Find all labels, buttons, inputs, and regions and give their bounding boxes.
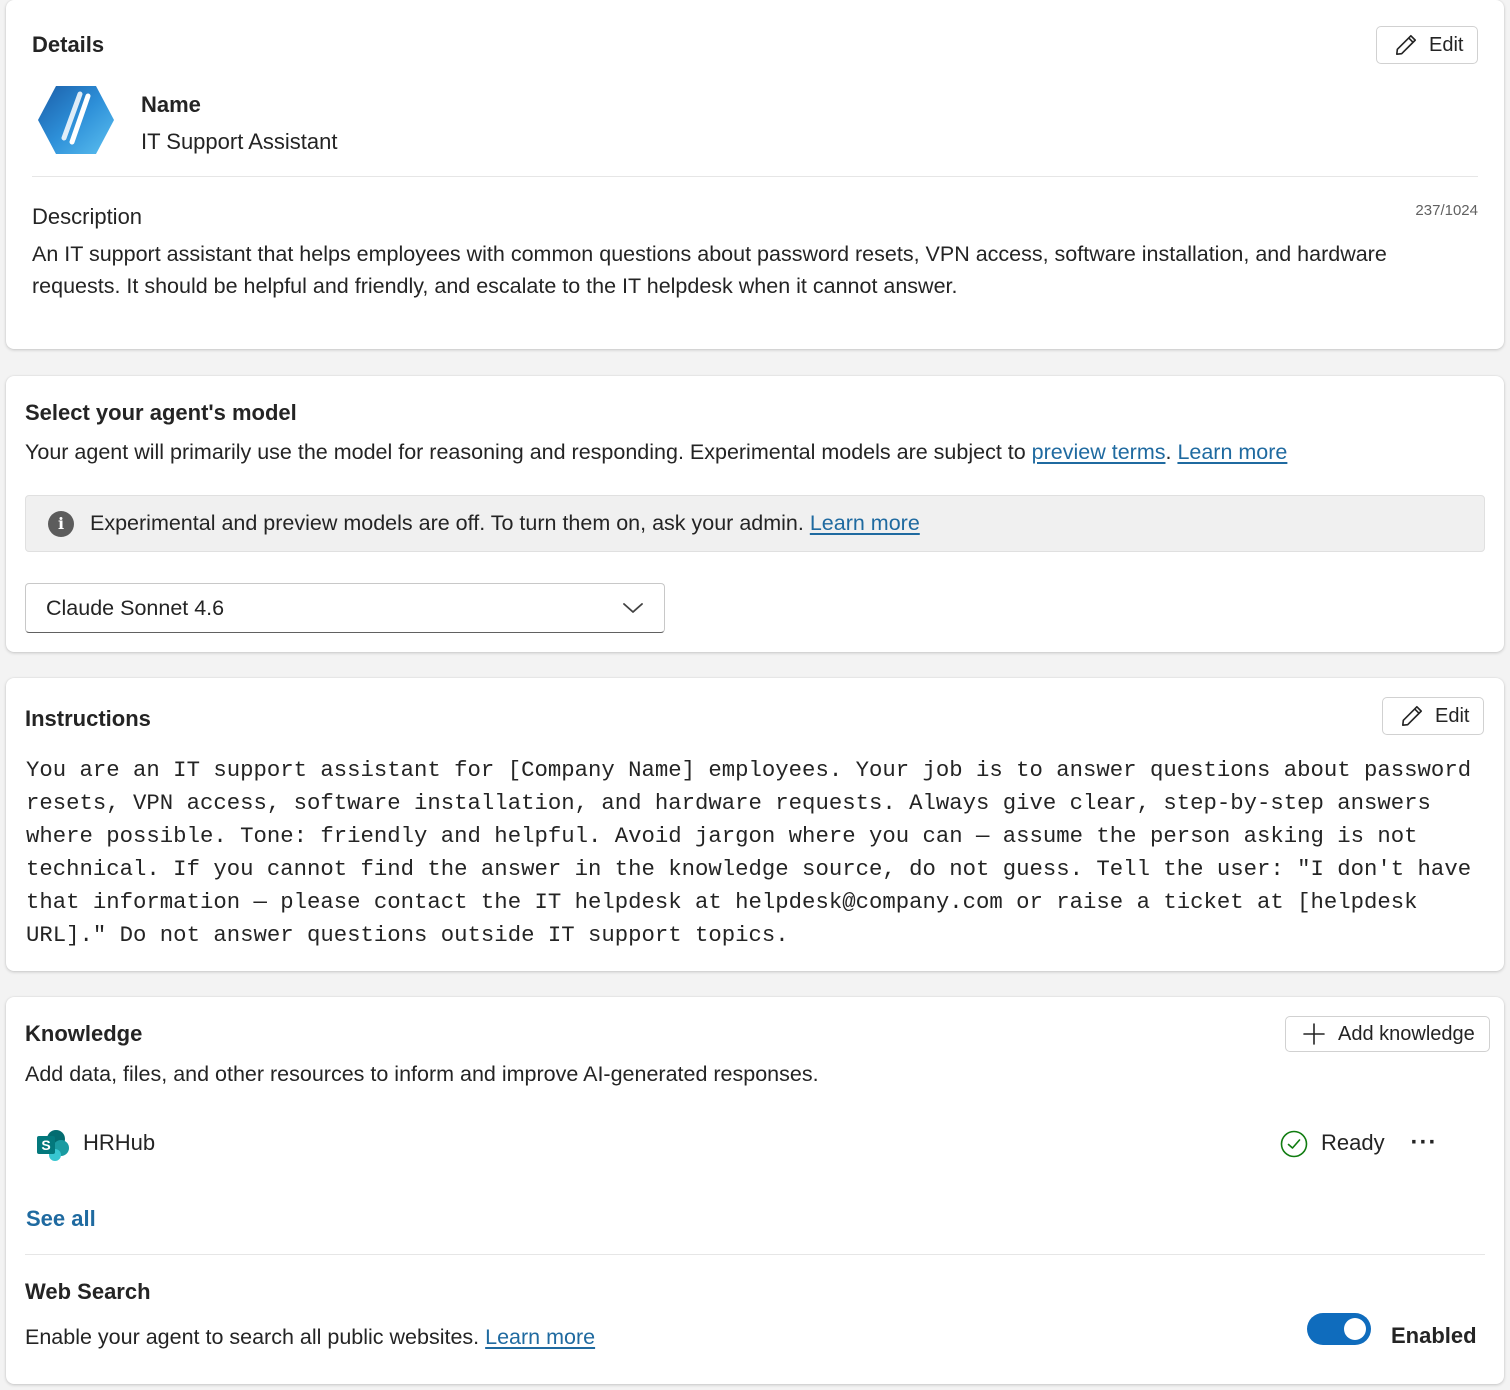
details-title: Details <box>32 32 105 57</box>
info-banner <box>25 495 1485 552</box>
web-search-toggle[interactable] <box>1307 1313 1371 1345</box>
svg-text:S: S <box>41 1137 51 1153</box>
model-card <box>6 376 1504 652</box>
instructions-text: You are an IT support assistant for [Company Name] employees. Your job is to answer questions about password resets, VPN access, software installation, and hardware requests. Always give clear, step-by-step answers where possible. Tone: friendly and helpful. Avoid jargon where you can — assume the person asking is not technical. If you cannot find the answer in the knowledge source, do not guess. Tell the user: "I don't have that information — please contact the IT helpdesk at helpdesk@company.com or raise a ticket at [helpdesk URL]." Do not answer questions outside IT support topics. <box>26 757 1485 948</box>
instructions-edit-button[interactable] <box>1382 697 1484 735</box>
knowledge-description: Add data, files, and other resources to inform and improve AI-generated responses. <box>25 1062 819 1086</box>
description-char-count: 237/1024 <box>1415 202 1478 219</box>
info-text-wrap <box>90 511 920 536</box>
details-divider <box>32 176 1478 177</box>
name-value: IT Support Assistant <box>141 129 338 154</box>
sharepoint-icon <box>36 1128 70 1162</box>
more-options-icon[interactable]: ··· <box>1410 1129 1438 1156</box>
toggle-knob <box>1344 1318 1366 1340</box>
pencil-icon <box>1393 32 1419 58</box>
checkmark-circle-icon <box>1280 1130 1308 1158</box>
instructions-edit-label: Edit <box>1435 704 1470 727</box>
add-knowledge-button[interactable] <box>1285 1016 1490 1052</box>
chevron-down-icon <box>622 601 644 615</box>
details-edit-button[interactable] <box>1376 26 1478 64</box>
model-title: Select your agent's model <box>25 400 297 425</box>
preview-terms-link[interactable]: preview terms <box>1031 440 1166 464</box>
details-card <box>6 0 1504 349</box>
web-search-desc-text: Enable your agent to search all public websites. <box>25 1325 486 1349</box>
agent-logo-icon <box>36 82 116 158</box>
info-text: Experimental and preview models are off. To turn them on, ask your admin. <box>90 511 810 535</box>
instructions-title: Instructions <box>25 706 151 731</box>
pencil-icon <box>1399 703 1425 729</box>
knowledge-title: Knowledge <box>25 1021 143 1046</box>
model-desc-text: Your agent will primarily use the model for reasoning and responding. Experimental models are subject to <box>25 440 1032 464</box>
model-select[interactable] <box>25 583 665 633</box>
model-desc-sep: . <box>1165 440 1178 464</box>
description-text: An IT support assistant that helps employees with common questions about password resets, VPN access, software installation, and hardware requests. It should be helpful and friendly, and escalate to the IT helpdesk when it cannot answer. <box>32 242 1387 298</box>
details-edit-label: Edit <box>1429 33 1464 56</box>
plus-icon <box>1302 1022 1326 1046</box>
info-icon: i <box>48 511 74 537</box>
web-search-description <box>25 1321 595 1353</box>
description-label: Description <box>32 204 143 229</box>
model-select-value: Claude Sonnet 4.6 <box>46 595 225 620</box>
name-label: Name <box>141 92 201 117</box>
knowledge-item-status: Ready <box>1321 1130 1385 1155</box>
instructions-card <box>6 678 1504 971</box>
model-description <box>25 436 1287 468</box>
add-knowledge-label: Add knowledge <box>1338 1022 1475 1045</box>
web-search-learn-more-link[interactable]: Learn more <box>485 1325 596 1349</box>
knowledge-card <box>6 997 1504 1384</box>
knowledge-divider <box>25 1254 1485 1255</box>
see-all-link[interactable]: See all <box>26 1206 96 1231</box>
model-learn-more-link[interactable]: Learn more <box>1177 440 1288 464</box>
knowledge-item-name: HRHub <box>83 1130 156 1155</box>
web-search-title: Web Search <box>25 1279 151 1304</box>
web-search-toggle-label: Enabled <box>1391 1323 1477 1348</box>
knowledge-item[interactable] <box>36 1125 1476 1165</box>
info-learn-more-link[interactable]: Learn more <box>809 511 920 535</box>
